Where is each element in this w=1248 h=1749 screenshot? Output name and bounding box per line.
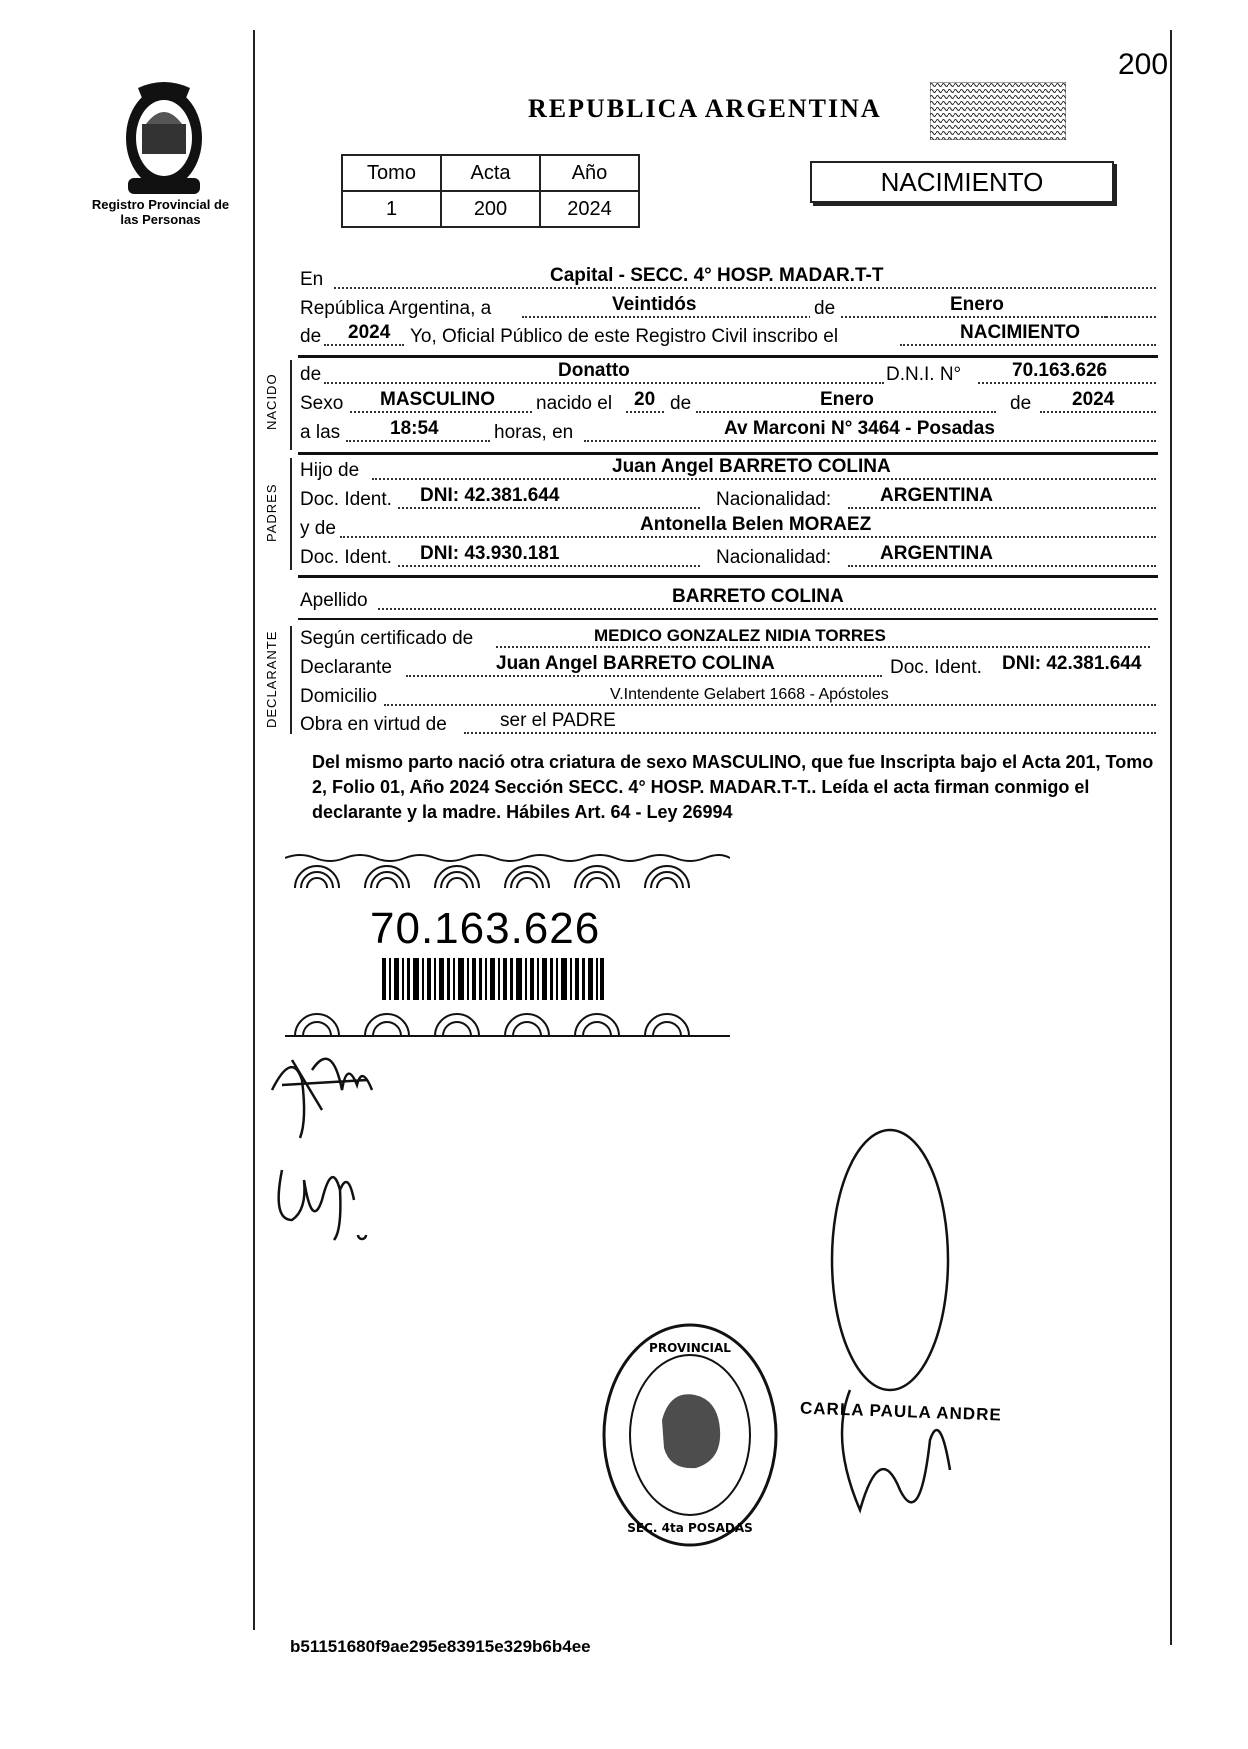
nacido-de2-label: de bbox=[670, 393, 692, 414]
left-margin-line bbox=[253, 30, 255, 1630]
row-padre bbox=[300, 456, 1158, 484]
lugar-value: Av Marconi N° 3464 - Posadas bbox=[724, 418, 995, 439]
padre-value: Juan Angel BARRETO COLINA bbox=[612, 456, 891, 477]
row-nacido-sexo bbox=[300, 389, 1158, 417]
nacionalidad-padre-label: Nacionalidad: bbox=[716, 489, 832, 510]
row-anio bbox=[300, 322, 1158, 350]
mes-value: Enero bbox=[950, 294, 1004, 315]
y-de-label: y de bbox=[300, 518, 336, 539]
nacido-section-label: NACIDO bbox=[264, 373, 279, 430]
nacido-bracket bbox=[290, 360, 292, 450]
domicilio-value: V.Intendente Gelabert 1668 - Apóstoles bbox=[610, 686, 889, 703]
row-apellido bbox=[300, 586, 1158, 614]
domicilio-label: Domicilio bbox=[300, 686, 378, 707]
de2-label: de bbox=[300, 326, 322, 347]
section-divider bbox=[298, 575, 1158, 578]
en-label: En bbox=[300, 269, 324, 290]
official-signature bbox=[790, 1110, 990, 1530]
country-title: REPUBLICA ARGENTINA bbox=[528, 94, 882, 123]
table-header-anio: Año bbox=[540, 155, 639, 191]
svg-text:SEC. 4ta POSADAS: SEC. 4ta POSADAS bbox=[627, 1521, 753, 1535]
table-value-acta: 200 bbox=[441, 191, 540, 227]
record-type-box: NACIMIENTO bbox=[810, 161, 1114, 203]
row-en bbox=[300, 265, 1158, 293]
dni-label: D.N.I. N° bbox=[886, 364, 962, 385]
declarante-doc-value: DNI: 42.381.644 bbox=[1002, 653, 1142, 674]
row-declarante bbox=[300, 653, 1158, 681]
hora-label: a las bbox=[300, 422, 341, 443]
yo-label: Yo, Oficial Público de este Registro Civil inscribo el bbox=[410, 326, 839, 347]
registry-name: Registro Provincial de las Personas bbox=[91, 197, 230, 227]
certificado-value: MEDICO GONZALEZ NIDIA TORRES bbox=[594, 626, 886, 645]
padres-section-label: PADRES bbox=[264, 483, 279, 542]
table-header-acta: Acta bbox=[441, 155, 540, 191]
nacionalidad-padre-value: ARGENTINA bbox=[880, 485, 993, 506]
declarante-section-label: DECLARANTE bbox=[264, 630, 279, 728]
security-hologram-icon bbox=[930, 82, 1066, 140]
declarante-value: Juan Angel BARRETO COLINA bbox=[496, 653, 775, 674]
hijo-de-label: Hijo de bbox=[300, 460, 360, 481]
nacido-dia-value: 20 bbox=[634, 389, 656, 410]
nacido-de3-label: de bbox=[1010, 393, 1032, 414]
nacionalidad-madre-value: ARGENTINA bbox=[880, 543, 993, 564]
de-label: de bbox=[810, 298, 839, 320]
declarante-bracket bbox=[290, 626, 292, 734]
en-value: Capital - SECC. 4° HOSP. MADAR.T-T bbox=[550, 265, 884, 286]
hora-value: 18:54 bbox=[390, 418, 439, 439]
row-fecha bbox=[300, 294, 1158, 322]
row-nacido-hora bbox=[300, 418, 1158, 446]
section-divider bbox=[298, 355, 1158, 358]
doc-padre-value: DNI: 42.381.644 bbox=[420, 485, 560, 506]
doc-madre-value: DNI: 43.930.181 bbox=[420, 543, 560, 564]
barcode-icon bbox=[382, 958, 604, 1000]
horas-en-label: horas, en bbox=[494, 422, 574, 443]
sticker-number: 70.163.626 bbox=[370, 904, 601, 953]
province-logo bbox=[108, 80, 220, 198]
nacido-anio-value: 2024 bbox=[1072, 389, 1115, 410]
record-index-table bbox=[341, 154, 640, 228]
obra-label: Obra en virtud de bbox=[300, 714, 447, 735]
inscribo-value: NACIMIENTO bbox=[960, 322, 1080, 343]
doc-madre-label: Doc. Ident. bbox=[300, 547, 392, 568]
section-divider bbox=[298, 618, 1158, 620]
nacionalidad-madre-label: Nacionalidad: bbox=[716, 547, 832, 568]
dni-value: 70.163.626 bbox=[1012, 360, 1108, 381]
republica-label: República Argentina, a bbox=[300, 298, 492, 319]
row-obra bbox=[300, 710, 1158, 738]
table-header-tomo: Tomo bbox=[342, 155, 441, 191]
table-value-tomo: 1 bbox=[342, 191, 441, 227]
apellido-value: BARRETO COLINA bbox=[672, 586, 844, 607]
declarante-doc-label: Doc. Ident. bbox=[890, 657, 982, 678]
padres-bracket bbox=[290, 458, 292, 570]
nacido-de-label: de bbox=[300, 364, 322, 385]
dia-value: Veintidós bbox=[612, 294, 697, 315]
row-nacido-nombre bbox=[300, 360, 1158, 388]
official-seal-icon bbox=[600, 1320, 780, 1550]
observaciones-text: Del mismo parto nació otra criatura de sexo MASCULINO, que fue Inscripta bajo el Acta 201, Tomo 2, Folio 01, Año 2024 Sección SECC. 4° HOSP. MADAR.T-T.. Leída el acta firman conmigo el declarante y la madre. Hábiles Art. 64 - Ley 26994 bbox=[312, 752, 1154, 822]
declarante-signature bbox=[262, 1030, 382, 1140]
row-certificado bbox=[300, 624, 1158, 652]
declarante-label: Declarante bbox=[300, 657, 392, 678]
doc-padre-label: Doc. Ident. bbox=[300, 489, 392, 510]
madre-signature bbox=[262, 1140, 382, 1250]
page-number: 200 bbox=[1118, 48, 1169, 81]
row-domicilio bbox=[300, 682, 1158, 710]
table-value-anio: 2024 bbox=[540, 191, 639, 227]
anio-value: 2024 bbox=[348, 322, 391, 343]
official-name: CARLA PAULA ANDRE bbox=[799, 1398, 1003, 1425]
sexo-value: MASCULINO bbox=[380, 389, 496, 410]
right-margin-line bbox=[1170, 30, 1172, 1645]
security-strip-top-icon bbox=[285, 850, 730, 890]
nacido-nombre-value: Donatto bbox=[558, 360, 630, 381]
apellido-label: Apellido bbox=[300, 590, 368, 611]
section-divider bbox=[298, 452, 1158, 455]
row-doc-madre bbox=[300, 543, 1158, 571]
row-doc-padre bbox=[300, 485, 1158, 513]
sexo-label: Sexo bbox=[300, 393, 344, 414]
obra-value: ser el PADRE bbox=[500, 710, 616, 731]
nacido-el-label: nacido el bbox=[536, 393, 613, 414]
madre-value: Antonella Belen MORAEZ bbox=[640, 514, 872, 535]
nacido-mes-value: Enero bbox=[820, 389, 874, 410]
row-madre bbox=[300, 514, 1158, 542]
svg-text:PROVINCIAL: PROVINCIAL bbox=[649, 1341, 731, 1355]
certificado-label: Según certificado de bbox=[300, 628, 474, 649]
document-hash: b51151680f9ae295e83915e329b6b4ee bbox=[290, 1637, 591, 1656]
